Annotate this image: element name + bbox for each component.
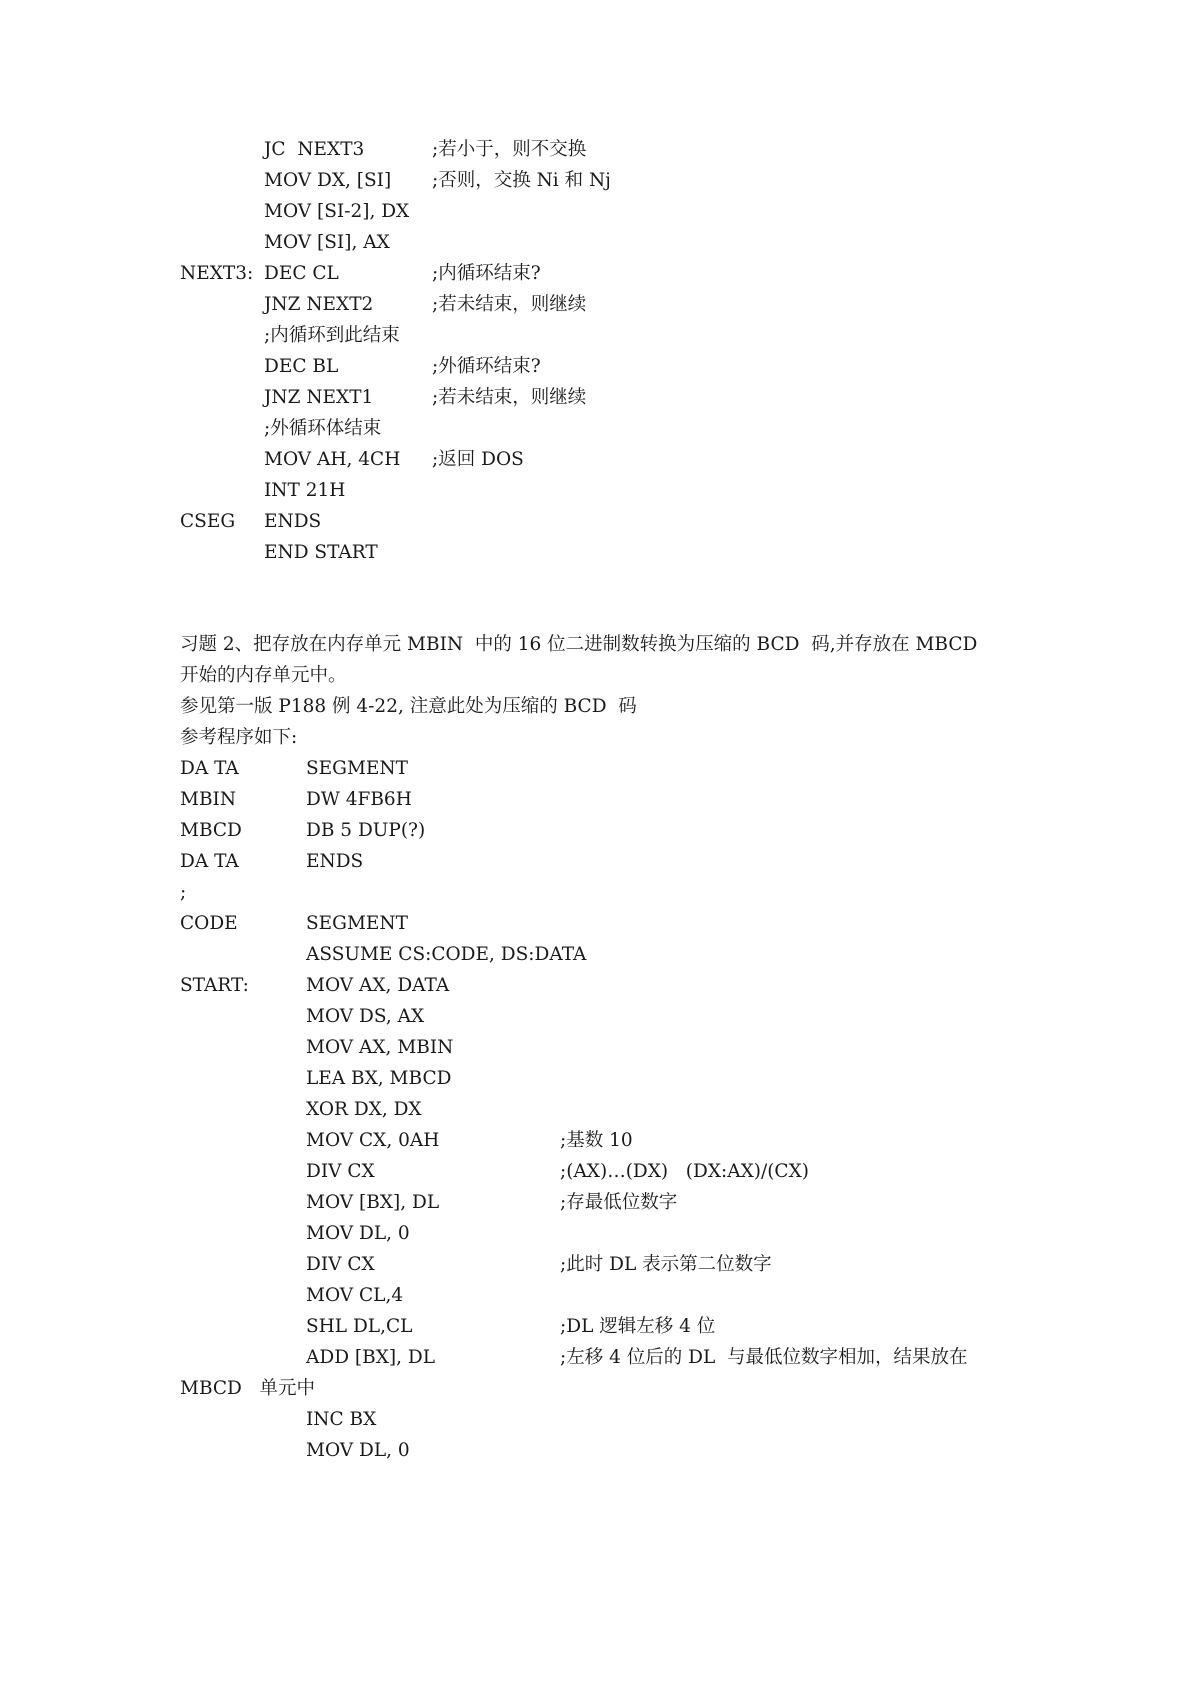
code-instruction: DB 5 DUP(?) <box>306 820 426 841</box>
code-line <box>0 939 1191 970</box>
code-comment: ;否则，交换 Ni 和 Nj <box>432 170 611 191</box>
code-listing-part2 <box>0 753 1191 1466</box>
code-line <box>0 475 1191 506</box>
code-comment: ;(AX)…(DX) (DX:AX)/(CX) <box>560 1161 809 1182</box>
code-line <box>0 846 1191 877</box>
code-listing-part1 <box>0 134 1191 568</box>
code-line <box>0 227 1191 258</box>
code-label: CODE <box>180 913 238 934</box>
code-instruction: SEGMENT <box>306 758 408 779</box>
code-label: ; <box>180 882 187 903</box>
code-comment: ;存最低位数字 <box>560 1192 678 1213</box>
code-instruction: ASSUME CS:CODE, DS:DATA <box>306 944 587 965</box>
code-line <box>0 815 1191 846</box>
code-comment: ;若未结束，则继续 <box>432 294 587 315</box>
code-instruction: JC NEXT3 <box>264 139 365 160</box>
code-line <box>0 1094 1191 1125</box>
code-line <box>0 1280 1191 1311</box>
code-line <box>0 1249 1191 1280</box>
code-line <box>0 753 1191 784</box>
code-label: CSEG <box>180 511 236 532</box>
code-line <box>0 1435 1191 1466</box>
code-instruction: DEC CL <box>264 263 339 284</box>
code-instruction: ENDS <box>264 511 322 532</box>
code-instruction: XOR DX, DX <box>306 1099 422 1120</box>
code-line <box>0 537 1191 568</box>
code-comment: ;左移 4 位后的 DL 与最低位数字相加，结果放在 <box>560 1347 968 1368</box>
code-comment: ;内循环结束? <box>432 263 541 284</box>
code-instruction: MOV DL, 0 <box>306 1223 410 1244</box>
code-label: NEXT3: <box>180 263 254 284</box>
code-instruction: MOV DS, AX <box>306 1006 425 1027</box>
code-instruction: DEC BL <box>264 356 339 377</box>
code-line <box>0 258 1191 289</box>
code-label: DA TA <box>180 758 239 779</box>
code-instruction: LEA BX, MBCD <box>306 1068 452 1089</box>
code-comment: ;若小于，则不交换 <box>432 139 587 160</box>
code-instruction: MOV DL, 0 <box>306 1440 410 1461</box>
code-instruction: INC BX <box>306 1409 377 1430</box>
code-instruction: JNZ NEXT1 <box>264 387 374 408</box>
code-instruction: ;内循环到此结束 <box>264 325 400 346</box>
code-instruction: ENDS <box>306 851 364 872</box>
code-line <box>0 1311 1191 1342</box>
code-instruction: MOV [BX], DL <box>306 1192 440 1213</box>
code-label: MBIN <box>180 789 237 810</box>
code-line <box>0 165 1191 196</box>
code-instruction: END START <box>264 542 378 563</box>
code-instruction: MOV [SI], AX <box>264 232 390 253</box>
code-line <box>0 1373 1191 1404</box>
code-instruction: SHL DL,CL <box>306 1316 413 1337</box>
code-line <box>0 1001 1191 1032</box>
code-comment: ;若未结束，则继续 <box>432 387 587 408</box>
code-instruction: MOV [SI-2], DX <box>264 201 410 222</box>
code-comment: ;DL 逻辑左移 4 位 <box>560 1316 716 1337</box>
code-line <box>0 1218 1191 1249</box>
code-line <box>0 908 1191 939</box>
code-instruction: INT 21H <box>264 480 346 501</box>
code-line <box>0 1125 1191 1156</box>
code-line <box>0 196 1191 227</box>
code-instruction: ADD [BX], DL <box>306 1347 435 1368</box>
code-instruction: MOV AX, MBIN <box>306 1037 454 1058</box>
code-line <box>0 413 1191 444</box>
code-instruction: MOV CX, 0AH <box>306 1130 440 1151</box>
program-intro: 参考程序如下: <box>180 727 298 748</box>
code-instruction: ;外循环体结束 <box>264 418 382 439</box>
code-instruction: MOV AX, DATA <box>306 975 450 996</box>
exercise-title-line2: 开始的内存单元中。 <box>180 665 347 686</box>
code-instruction: SEGMENT <box>306 913 408 934</box>
code-line <box>0 1342 1191 1373</box>
code-comment: ;此时 DL 表示第二位数字 <box>560 1254 772 1275</box>
code-line <box>0 784 1191 815</box>
code-line <box>0 134 1191 165</box>
code-line <box>0 444 1191 475</box>
code-instruction: DW 4FB6H <box>306 789 412 810</box>
code-line <box>0 1187 1191 1218</box>
code-label: MBCD 单元中 <box>180 1378 316 1399</box>
code-instruction: MOV DX, [SI] <box>264 170 392 191</box>
code-line <box>0 320 1191 351</box>
exercise-title-line1: 习题 2、把存放在内存单元 MBIN 中的 16 位二进制数转换为压缩的 BCD 码,并存放在 MBCD <box>180 634 978 655</box>
code-instruction: JNZ NEXT2 <box>264 294 374 315</box>
code-line <box>0 1156 1191 1187</box>
code-label: START: <box>180 975 249 996</box>
code-comment: ;返回 DOS <box>432 449 524 470</box>
code-line <box>0 382 1191 413</box>
code-label: MBCD <box>180 820 242 841</box>
code-instruction: DIV CX <box>306 1161 375 1182</box>
code-line <box>0 506 1191 537</box>
code-line <box>0 1063 1191 1094</box>
code-instruction: DIV CX <box>306 1254 375 1275</box>
code-line <box>0 351 1191 382</box>
code-label: DA TA <box>180 851 239 872</box>
reference-line: 参见第一版 P188 例 4-22, 注意此处为压缩的 BCD 码 <box>180 696 637 717</box>
code-comment: ;基数 10 <box>560 1130 633 1151</box>
code-instruction: MOV AH, 4CH <box>264 449 401 470</box>
code-comment: ;外循环结束? <box>432 356 541 377</box>
code-line <box>0 289 1191 320</box>
code-line <box>0 970 1191 1001</box>
code-line <box>0 1032 1191 1063</box>
code-line <box>0 1404 1191 1435</box>
code-line <box>0 877 1191 908</box>
code-instruction: MOV CL,4 <box>306 1285 404 1306</box>
